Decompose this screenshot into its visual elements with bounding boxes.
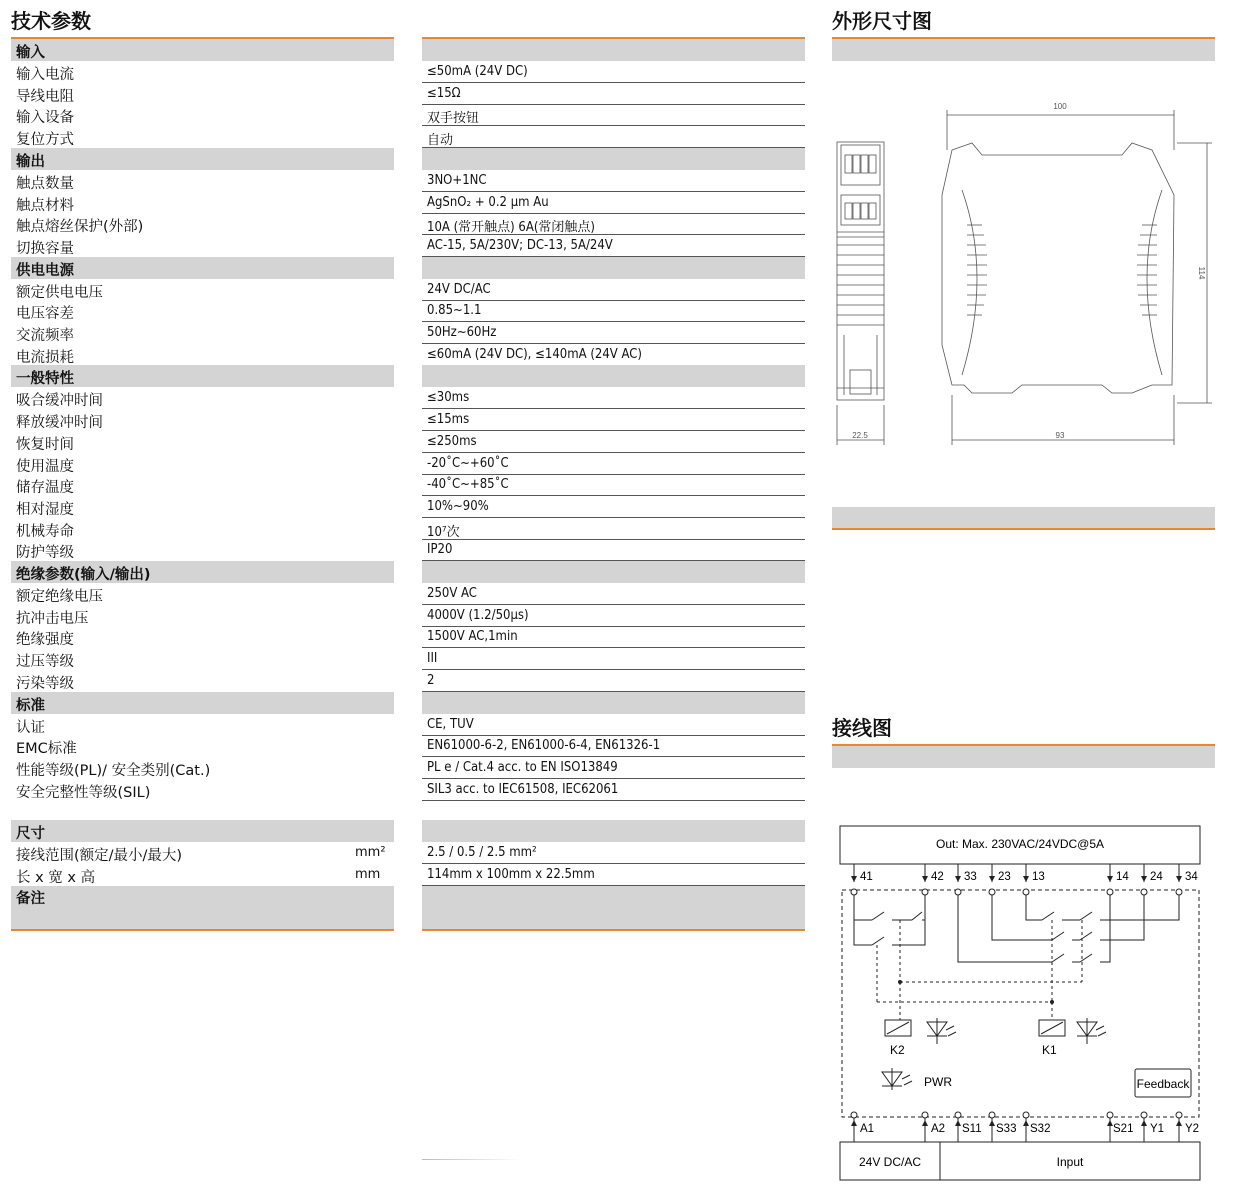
spec-row-value [422, 83, 805, 105]
spec-value: 自动 [427, 133, 454, 149]
spec-value: 双手按钮 [427, 111, 480, 127]
section-title: 绝缘参数(输入/输出) [16, 567, 151, 583]
spec-label: 额定绝缘电压 [16, 589, 103, 605]
dimension-title: 外形尺寸图 [832, 9, 932, 33]
terminal-33: 33 [964, 871, 977, 883]
spec-label: 绝缘强度 [16, 632, 74, 649]
led-pwr-icon [882, 1068, 912, 1090]
spec-row-label [11, 235, 394, 257]
spec-row-value [422, 864, 805, 886]
faint-divider [422, 1159, 522, 1160]
spec-row-value [422, 735, 805, 757]
terminal-41: 41 [860, 871, 873, 883]
spec-row-label [11, 61, 394, 83]
spec-label: 切换容量 [16, 240, 74, 257]
spec-label: 输入电流 [16, 67, 74, 83]
section-header-value [422, 692, 805, 714]
spec-value: EN61000-6-2, EN61000-6-4, EN61326-1 [427, 738, 661, 754]
spec-value: 10A (常开触点) 6A(常闭触点) [427, 220, 595, 236]
spec-row-label [11, 648, 394, 670]
section-header [11, 257, 394, 279]
spec-label: 接线范围(额定/最小/最大) [16, 848, 183, 864]
notes-area [11, 886, 394, 929]
spec-label: 触点数量 [16, 175, 74, 192]
terminal-23: 23 [998, 871, 1011, 883]
spec-row-label [11, 605, 394, 627]
spec-value: IP20 [427, 542, 453, 558]
spec-row-value [422, 61, 805, 83]
top-terminal-arrows [854, 864, 1179, 882]
spec-row-value [422, 192, 805, 214]
spec-label: 抗冲击电压 [16, 610, 89, 627]
terminal-s33: S33 [996, 1123, 1017, 1135]
spec-value: 10%~90% [427, 498, 489, 514]
spec-value: PL e / Cat.4 acc. to EN ISO13849 [427, 759, 618, 775]
supply-label: 24V DC/AC [858, 1155, 922, 1169]
spec-row-value [422, 779, 805, 801]
side-view-ribs [967, 225, 1157, 315]
spec-row-label [11, 213, 394, 235]
section-header-value [422, 39, 805, 61]
spec-value: ≤30ms [427, 390, 470, 406]
wiring-diagram [832, 820, 1212, 1188]
spec-value: -40˚C~+85˚C [427, 477, 509, 493]
spec-row-label [11, 735, 394, 757]
spec-row-label [11, 670, 394, 692]
spec-row-value [422, 431, 805, 453]
output-box-label: Out: Max. 230VAC/24VDC@5A [935, 837, 1105, 851]
spec-row-label [11, 779, 394, 801]
spec-label: 过压等级 [16, 654, 74, 671]
spec-row-value [422, 648, 805, 670]
spec-row-value [422, 453, 805, 475]
spec-label: 储存温度 [16, 480, 74, 497]
spec-row-value [422, 714, 805, 736]
terminal-34: 34 [1185, 871, 1198, 883]
spec-row-label [11, 518, 394, 540]
spec-label: 触点熔丝保护(外部) [16, 219, 144, 236]
section-title: 供电电源 [16, 262, 74, 279]
spec-label: 性能等级(PL)/ 安全类别(Cat.) [16, 762, 211, 779]
section-header [11, 561, 394, 583]
spec-row-value [422, 605, 805, 627]
terminal-s21: S21 [1113, 1123, 1134, 1135]
spec-label: 导线电阻 [16, 88, 74, 105]
spec-row-label [11, 714, 394, 736]
spec-value: -20˚C~+60˚C [427, 455, 509, 471]
wiring-header-bar [832, 746, 1215, 768]
dimension-drawing [832, 95, 1217, 455]
spec-unit: mm [355, 867, 381, 882]
spec-row-label [11, 864, 394, 886]
spec-row-value [422, 104, 805, 126]
dimension-footer-underline [832, 528, 1215, 530]
spec-value: ≤250ms [427, 433, 477, 449]
input-label: Input [1056, 1155, 1084, 1169]
spec-row-value [422, 279, 805, 301]
terminal-s32: S32 [1030, 1123, 1051, 1135]
spec-value: 10⁷次 [427, 524, 460, 540]
spec-row-label [11, 300, 394, 322]
spec-row-value [422, 496, 805, 518]
spec-value: 2.5 / 0.5 / 2.5 mm² [427, 845, 537, 860]
spec-label: 触点材料 [16, 197, 74, 214]
terminal-24: 24 [1150, 871, 1163, 883]
spec-row-value [422, 670, 805, 692]
spec-label: 电压容差 [16, 306, 74, 323]
spec-label: 安全完整性等级(SIL) [16, 784, 151, 801]
section-header-value [422, 820, 805, 842]
spec-row-label [11, 409, 394, 431]
spec-value: 114mm x 100mm x 22.5mm [427, 867, 595, 882]
pwr-label: PWR [924, 1075, 952, 1089]
led-k1-icon [1077, 1018, 1106, 1044]
terminal-14: 14 [1116, 871, 1129, 883]
spec-label: EMC标准 [16, 741, 77, 758]
spec-row-label [11, 83, 394, 105]
spec-row-label [11, 539, 394, 561]
spec-row-value [422, 583, 805, 605]
section-header-value [422, 257, 805, 279]
spec-row-value [422, 626, 805, 648]
spec-row-label [11, 322, 394, 344]
spec-row-value [422, 757, 805, 779]
section-header-value [422, 561, 805, 583]
terminal-42: 42 [931, 871, 944, 883]
spec-row-value [422, 518, 805, 540]
feedback-label: Feedback [1136, 1077, 1190, 1091]
spec-label: 复位方式 [16, 132, 74, 149]
spec-row-label [11, 842, 394, 864]
spec-value: 250V AC [427, 586, 477, 601]
terminal-y2: Y2 [1185, 1123, 1200, 1135]
spec-row-label [11, 170, 394, 192]
terminal-s11: S11 [962, 1123, 982, 1135]
spec-row-label [11, 626, 394, 648]
spec-row-value [422, 322, 805, 344]
spec-label: 认证 [16, 719, 45, 736]
spec-value: ≤15ms [427, 412, 470, 428]
spec-row-value [422, 539, 805, 561]
terminal-a2: A2 [931, 1123, 946, 1135]
section-header-value [422, 365, 805, 387]
spec-label: 电流损耗 [16, 349, 74, 366]
spec-value: SIL3 acc. to IEC61508, IEC62061 [427, 781, 619, 797]
spec-row-label [11, 104, 394, 126]
spec-value: III [427, 651, 438, 667]
spec-label: 机械寿命 [16, 523, 74, 540]
spec-value: AgSnO₂ + 0.2 μm Au [427, 194, 549, 210]
section-title: 尺寸 [16, 826, 45, 842]
spec-label: 恢复时间 [16, 436, 74, 453]
spec-value: AC-15, 5A/230V; DC-13, 5A/24V [427, 237, 613, 253]
terminal-13: 13 [1032, 871, 1045, 883]
section-header-value [422, 148, 805, 170]
spec-row-label [11, 453, 394, 475]
spec-row-label [11, 583, 394, 605]
spec-label: 吸合缓冲时间 [16, 393, 103, 410]
spec-label: 输入设备 [16, 110, 74, 127]
section-title: 一般特性 [16, 371, 74, 388]
spec-row-label [11, 192, 394, 214]
spec-row-label [11, 496, 394, 518]
notes-label: 备注 [16, 891, 45, 907]
spec-row-value [422, 213, 805, 235]
spec-label: 相对湿度 [16, 501, 74, 518]
dim-front-width: 22.5 [852, 431, 868, 440]
dim-depth: 93 [1055, 431, 1065, 440]
relay-k1-label: K1 [1042, 1043, 1057, 1057]
terminal-y1: Y1 [1150, 1123, 1165, 1135]
spec-label: 防护等级 [16, 545, 74, 562]
spec-row-value [422, 474, 805, 496]
spec-label: 污染等级 [16, 675, 74, 692]
spec-row-label [11, 344, 394, 366]
spec-label: 交流频率 [16, 328, 74, 344]
led-k2-icon [927, 1018, 956, 1044]
dimension-footer-bar [832, 507, 1215, 529]
spec-row-value [422, 409, 805, 431]
dimension-header-bar [832, 39, 1215, 61]
spec-row-value [422, 300, 805, 322]
notes-value-underline [422, 929, 805, 931]
spec-label: 使用温度 [16, 458, 74, 475]
spec-value: 1500V AC,1min [427, 629, 518, 645]
spec-row-value [422, 170, 805, 192]
section-title: 输入 [16, 45, 45, 61]
dim-width-top: 100 [1053, 102, 1067, 111]
terminal-a1: A1 [860, 1123, 875, 1135]
spec-value: ≤15Ω [427, 85, 461, 101]
notes-value-area [422, 886, 805, 929]
spec-unit: mm² [355, 845, 386, 860]
spec-row-label [11, 126, 394, 148]
spec-row-value [422, 126, 805, 148]
spec-value: 24V DC/AC [427, 281, 491, 297]
spec-row-value [422, 842, 805, 864]
section-header [11, 820, 394, 842]
spec-row-label [11, 279, 394, 301]
section-header [11, 692, 394, 714]
spec-value: CE, TUV [427, 716, 474, 732]
wiring-title: 接线图 [832, 716, 892, 740]
spec-row-label [11, 387, 394, 409]
relay-k2-label: K2 [890, 1043, 905, 1057]
spec-value: 0.85~1.1 [427, 303, 482, 319]
spec-row-label [11, 431, 394, 453]
spec-value: 4000V (1.2/50μs) [427, 607, 529, 623]
section-header [11, 39, 394, 61]
spec-label: 长 x 宽 x 高 [16, 870, 96, 886]
spec-value: ≤50mA (24V DC) [427, 64, 528, 79]
spec-label: 释放缓冲时间 [16, 415, 103, 432]
spec-value: 3NO+1NC [427, 172, 487, 188]
spec-value: ≤60mA (24V DC), ≤140mA (24V AC) [427, 346, 642, 362]
page-title: 技术参数 [11, 9, 91, 33]
spec-value: 50Hz~60Hz [427, 325, 497, 340]
spec-value: 2 [427, 672, 435, 688]
spec-row-label [11, 757, 394, 779]
section-title: 输出 [16, 153, 45, 170]
notes-underline [11, 929, 394, 931]
section-header [11, 148, 394, 170]
spec-row-label [11, 474, 394, 496]
spec-row-value [422, 344, 805, 366]
spec-label: 额定供电电压 [16, 284, 103, 301]
section-header [11, 365, 394, 387]
spec-row-value [422, 387, 805, 409]
spec-row-value [422, 235, 805, 257]
dim-height: 114 [1197, 266, 1206, 280]
section-title: 标准 [16, 697, 45, 714]
